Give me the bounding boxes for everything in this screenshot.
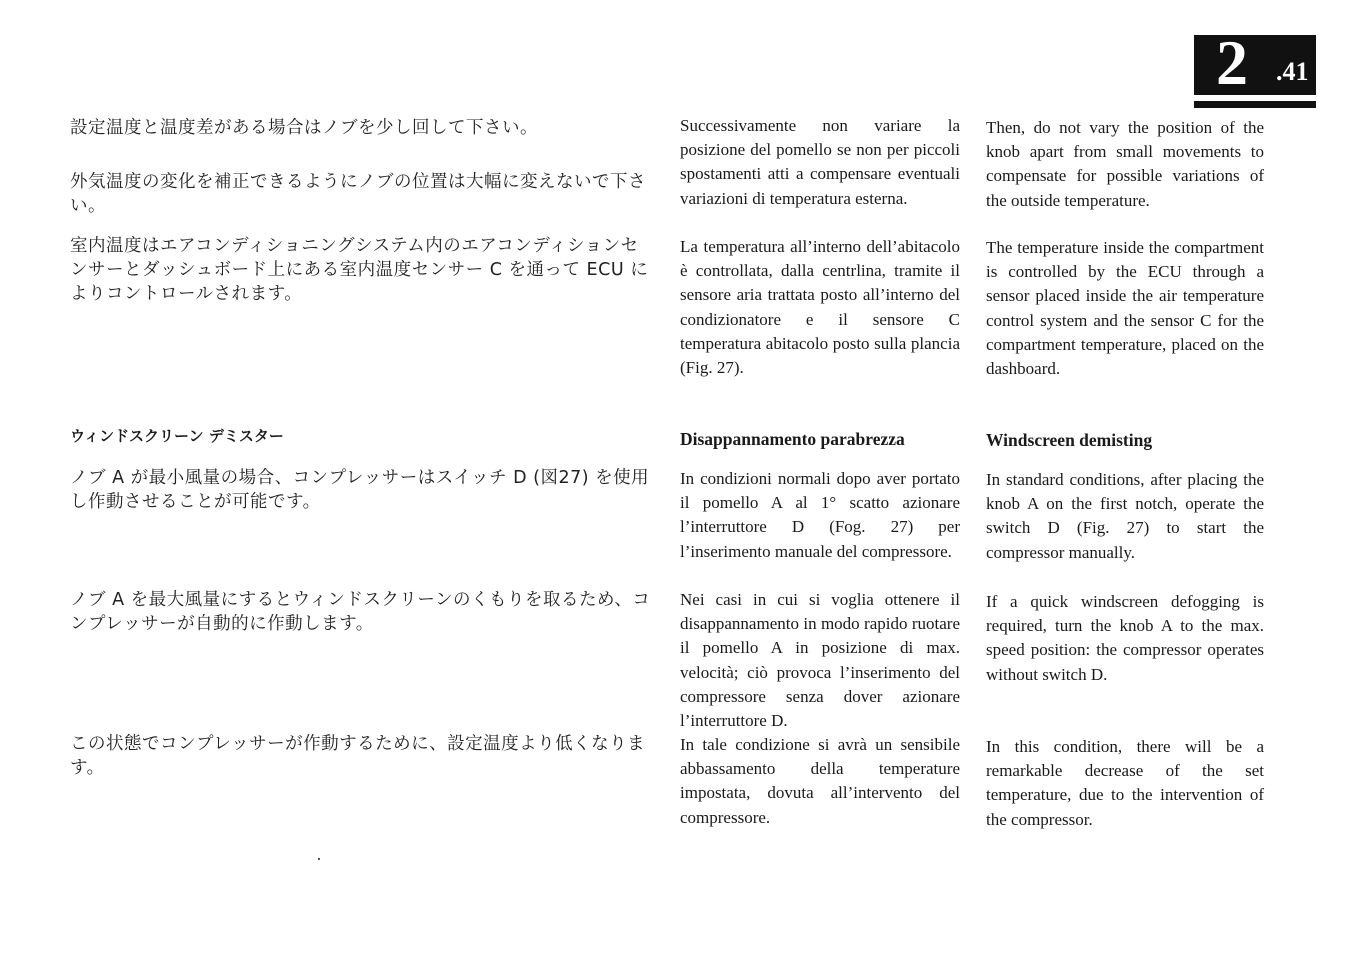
it-paragraph-3: In condizioni normali dopo aver portato il pomello A al 1° scatto azionare l’interruttore D (Fog. 27) per l’inserimento manuale del compressore. — [680, 469, 960, 561]
page-number: .41 — [1276, 57, 1309, 86]
jp-paragraph-6: この状態でコンプレッサーが作動するために、設定温度より低くなります。 — [70, 734, 646, 778]
jp-paragraph-2: 外気温度の変化を補正できるようにノブの位置は大幅に変えないで下さい。 — [70, 172, 646, 216]
en-section-heading: Windscreen demisting — [986, 430, 1153, 450]
en-paragraph-2: The temperature inside the compartment is controlled by the ECU through a sensor placed inside the air temperature control system and the sensor C for the compartment temperature, placed on the dashboard. — [986, 238, 1264, 379]
jp-section-heading: ウィンドスクリーン デミスター — [70, 427, 284, 445]
en-paragraph-3: In standard conditions, after placing the knob A on the first notch, operate the switch D (Fig. 27) to start the compressor manually. — [986, 470, 1264, 562]
it-paragraph-2: La temperatura all’interno dell’abitacolo è controllata, dalla centrlina, tramite il sensore aria trattata posto all’interno del condizionatore e il sensore C temperatura abitacolo posto sulla plancia (Fig. 27). — [680, 237, 960, 378]
jp-paragraph-1: 設定温度と温度差がある場合はノブを少し回して下さい。 — [70, 118, 538, 138]
en-paragraph-4: If a quick windscreen defogging is required, turn the knob A to the max. speed position: the compressor operates without switch D. — [986, 592, 1264, 684]
it-section-heading: Disappannamento parabrezza — [680, 429, 905, 449]
it-paragraph-5: In tale condizione si avrà un sensibile abbassamento della temperature impostata, dovuta all’intervento del compressore. — [680, 735, 960, 827]
it-paragraph-1: Successivamente non variare la posizione del pomello se non per piccoli spostamenti atti a compensare eventuali variazioni di temperatura esterna. — [680, 116, 960, 208]
page-number-rule — [1194, 101, 1316, 108]
stray-mark — [318, 858, 320, 860]
en-paragraph-5: In this condition, there will be a remarkable decrease of the set temperature, due to the intervention of the compressor. — [986, 737, 1264, 829]
page-number-badge — [1194, 27, 1316, 98]
chapter-number: 2 — [1216, 27, 1248, 98]
jp-paragraph-4: ノブ A が最小風量の場合、コンプレッサーはスイッチ D (図27) を使用し作動させることが可能です。 — [70, 468, 650, 512]
it-paragraph-4: Nei casi in cui si voglia ottenere il disappannamento in modo rapido ruotare il pomello A in posizione di max. velocità; ciò provoca l’inserimento del compressore senza dover azionare l’interruttore D. — [680, 590, 960, 731]
jp-paragraph-3: 室内温度はエアコンディショニングシステム内のエアコンディションセンサーとダッシュボード上にある室内温度センサー C を通って ECU によりコントロールされます。 — [70, 236, 649, 304]
jp-paragraph-5: ノブ A を最大風量にするとウィンドスクリーンのくもりを取るため、コンプレッサーが自動的に作動します。 — [70, 590, 651, 634]
en-paragraph-1: Then, do not vary the position of the knob apart from small movements to compensate for possible variations of the outside temperature. — [986, 118, 1264, 210]
